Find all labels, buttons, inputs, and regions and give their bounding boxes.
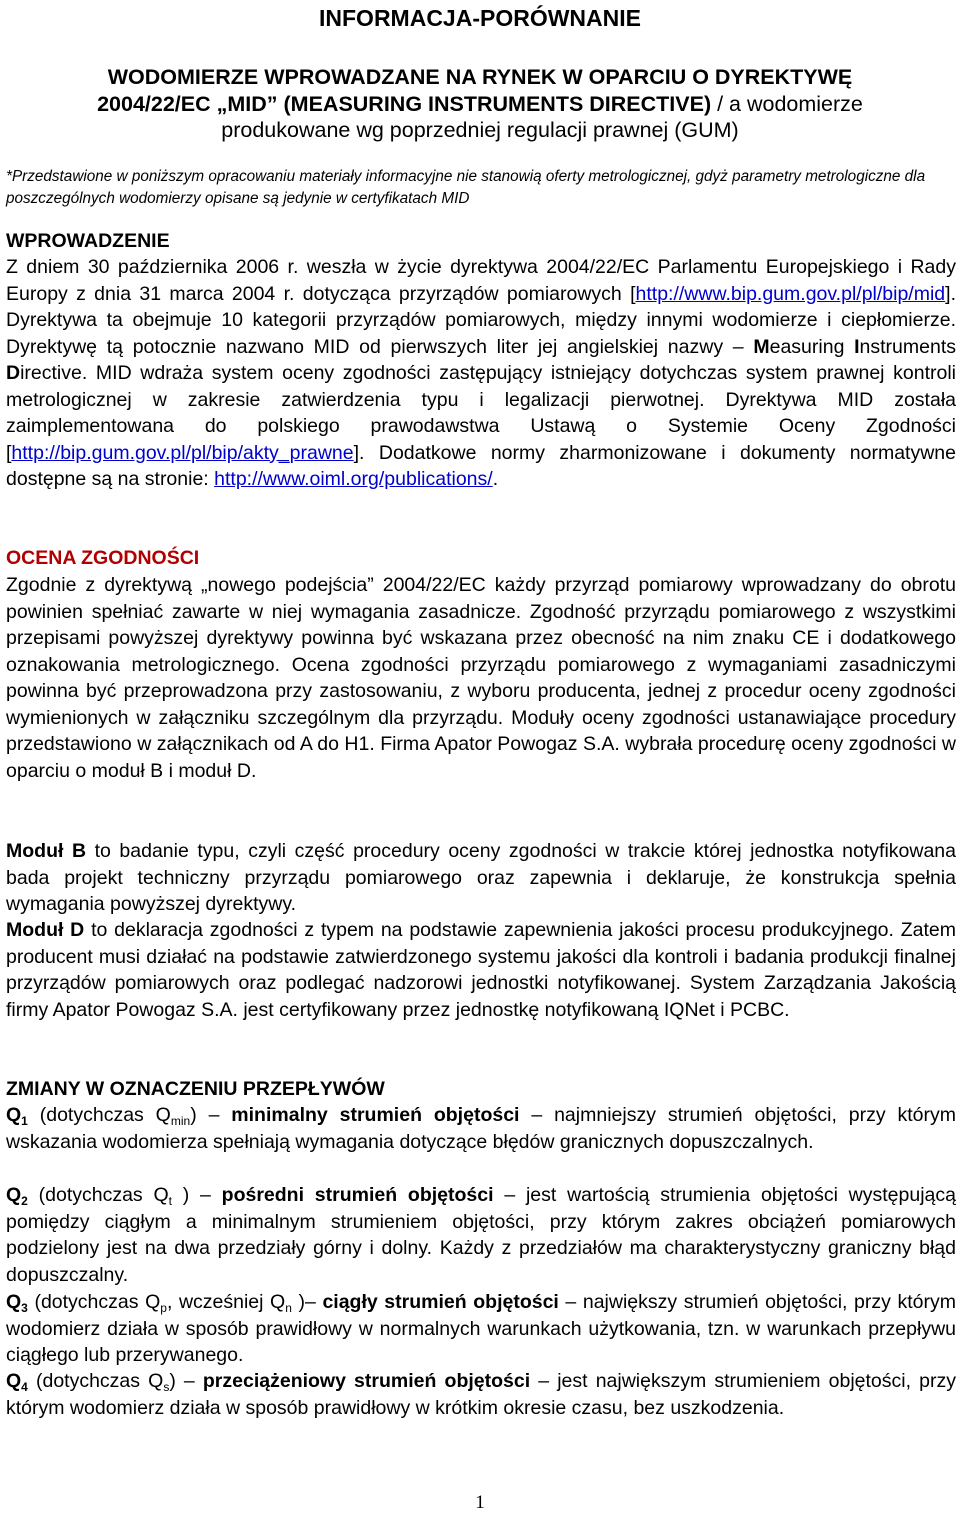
q4-subscript: 4 bbox=[21, 1380, 28, 1394]
link-oiml-publications[interactable]: http://www.oiml.org/publications/ bbox=[214, 468, 493, 490]
document-title: INFORMACJA-PORÓWNANIE bbox=[319, 5, 641, 31]
modul-b-text: to badanie typu, czyli część procedury oceny zgodności w trakcie której jednostka notyfikowana bada projekt techniczny przyrządu pomiarowego oraz zapewnia i deklaruje, że konstrukcja spełnia wymagania powyższej dyrektywy. bbox=[6, 840, 956, 915]
link-bip-akty-prawne[interactable]: http://bip.gum.gov.pl/pl/bip/akty_prawne bbox=[11, 441, 354, 464]
q4-symbol bbox=[6, 1370, 28, 1392]
q1-letter: Q bbox=[6, 1104, 22, 1126]
acronym-d: D bbox=[6, 362, 21, 384]
q2-dash: ) – bbox=[171, 1184, 222, 1206]
q4-description: – jest największym strumieniem objętości, przy którym wodomierz działa w sposób prawidłowy w krótkim okresie czasu, bez uszkodzenia. bbox=[6, 1370, 956, 1419]
subtitle-line3: produkowane wg poprzedniej regulacji prawnej (GUM) bbox=[221, 118, 739, 142]
intro-text-4: ]. Dodatkowe normy zharmonizowane i dokumenty normatywne dostępne są na stronie: bbox=[6, 441, 956, 490]
q1-description: – najmniejszy strumień objętości, przy którym wskazania wodomierza spełniają wymagania dotyczące błędów granicznych dopuszczalnych. bbox=[6, 1104, 956, 1153]
q3-prev-subscript: p bbox=[160, 1301, 167, 1315]
q4-prev-label: (dotychczas Q bbox=[27, 1370, 164, 1392]
q3-letter: Q bbox=[6, 1291, 22, 1313]
intro-text-2: ]. Dyrektywa ta obejmuje 10 kategorii przyrządów pomiarowych, między innymi wodomierze i ciepłomierze. Dyrektywę tą potocznie nazwano MID od pierwszych liter jej angielskiej nazwy – bbox=[6, 282, 956, 358]
intro-text-1: Z dniem 30 października 2006 r. weszła w życie dyrektywa 2004/22/EC Parlamentu Europejskiego i Rady Europy z dnia 31 marca 2004 r. dotycząca przyrządów pomiarowych [ bbox=[6, 256, 956, 305]
q3-prev-label: (dotychczas Q bbox=[27, 1291, 161, 1313]
q3-earlier-label: , wcześniej Q bbox=[166, 1291, 286, 1313]
modul-d-label: Moduł D bbox=[6, 919, 85, 941]
modul-d-text: to deklaracja zgodności z typem na podstawie zapewnienia jakości procesu produkcyjnego. Zatem producent musi działać na podstawie zatwierdzonego systemu jakości dla kontroli i badania produkcji finalnej przyrządów pomiarowych oraz podlegać nadzorowi jednostki notyfikowanej. System Zarządzania Jakością firmy Apator Powogaz S.A. jest certyfikowany przez jednostkę notyfikowaną IQNet i PCBC. bbox=[6, 919, 956, 1021]
intro-paragraph bbox=[6, 254, 956, 493]
q2-symbol bbox=[6, 1184, 28, 1206]
modul-b-label: Moduł B bbox=[6, 840, 87, 862]
page-number: 1 bbox=[475, 1492, 485, 1513]
subtitle-line1: WODOMIERZE WPROWADZANE NA RYNEK W OPARCIU O DYREKTYWĘ bbox=[107, 65, 853, 89]
q3-earlier-subscript: n bbox=[285, 1301, 292, 1315]
acronym-i: I bbox=[854, 335, 860, 358]
q3-definition bbox=[6, 1289, 956, 1369]
modul-d-paragraph bbox=[6, 917, 956, 1023]
q1-definition bbox=[6, 1102, 956, 1155]
q3-term: ciągły strumień objętości bbox=[322, 1291, 559, 1313]
intro-text-3: MID wdraża system oceny zgodności zastępujący istniejący dotychczas system prawnej kontroli metrologicznej w zakresie zatwierdzenia typu i legalizacji pierwotnej. Dyrektywa MID została zaimplementowana do polskiego prawodawstwa Ustawą o Systemie Oceny Zgodności [ bbox=[6, 362, 956, 464]
q1-prev-label: (dotychczas Q bbox=[27, 1104, 171, 1126]
zmiany-heading: ZMIANY W OZNACZENIU PRZEPŁYWÓW bbox=[6, 1078, 385, 1100]
q2-letter: Q bbox=[6, 1184, 22, 1206]
q4-letter: Q bbox=[6, 1370, 22, 1392]
intro-heading: WPROWADZENIE bbox=[6, 230, 170, 252]
q2-prev-subscript: t bbox=[168, 1194, 172, 1208]
q3-dash: )– bbox=[291, 1291, 323, 1313]
q3-subscript: 3 bbox=[21, 1301, 28, 1315]
link-bip-mid[interactable]: http://www.bip.gum.gov.pl/pl/bip/mid bbox=[635, 282, 946, 305]
q1-subscript: 1 bbox=[21, 1114, 28, 1128]
q2-prev-label: (dotychczas Q bbox=[27, 1184, 169, 1206]
q3-symbol bbox=[6, 1291, 28, 1313]
subtitle-line2-rest: / a wodomierze bbox=[711, 91, 863, 116]
acronym-d-rest: irective. bbox=[20, 362, 88, 384]
q4-dash: ) – bbox=[169, 1370, 203, 1392]
subtitle-line2-bold: 2004/22/EC „MID” (MEASURING INSTRUMENTS DIRECTIVE) bbox=[97, 91, 712, 116]
document-subtitle bbox=[0, 64, 960, 144]
q4-prev-subscript: s bbox=[163, 1380, 170, 1394]
ocena-paragraph: Zgodnie z dyrektywą „nowego podejścia” 2004/22/EC każdy przyrząd pomiarowy wprowadzany do obrotu powinien spełniać zawarte w niej wymagania zasadnicze. Zgodność przyrządu pomiarowego z wszystkimi przepisami powyższej dyrektywy powinna być wskazana przez obecność na nim znaku CE i dodatkowego oznakowania metrologicznego. Ocena zgodności przyrządu pomiarowego z wymaganiami zasadniczymi powinna być przeprowadzona przy zastosowaniu, z wyboru producenta, jednej z procedur oceny zgodności wymienionych w załączniku szczególnym dla przyrządu. Moduły oceny zgodności ustanawiające procedury przedstawiono w załącznikach od A do H1. Firma Apator Powogaz S.A. wybrała procedurę oceny zgodności w oparciu o moduł B i moduł D. bbox=[6, 574, 956, 782]
acronym-i-rest: nstruments bbox=[859, 335, 956, 358]
acronym-m-rest: easuring bbox=[769, 335, 855, 358]
q2-subscript: 2 bbox=[21, 1194, 28, 1208]
q4-term: przeciążeniowy strumień objętości bbox=[202, 1370, 531, 1392]
q4-definition bbox=[6, 1368, 956, 1421]
q2-term: pośredni strumień objętości bbox=[221, 1184, 494, 1206]
intro-text-5: . bbox=[492, 468, 499, 490]
q3-description: – największy strumień objętości, przy którym wodomierz działa w sposób prawidłowy w normalnych warunkach użytkowania, tzn. w warunkach przepływu ciągłego lub przerywanego. bbox=[6, 1291, 956, 1366]
q1-symbol bbox=[6, 1104, 28, 1126]
q1-prev-subscript: min bbox=[170, 1114, 191, 1128]
disclaimer-note: *Przedstawione w poniższym opracowaniu materiały informacyjne nie stanowią oferty metrologicznej, gdyż parametry metrologiczne dla poszczególnych wodomierzy opisane są jedynie w certyfikatach MID bbox=[6, 168, 926, 207]
q2-description: – jest wartością strumienia objętości występującą pomiędzy ciągłym a minimalnym strumieniem objętości, przy którym zakres obciążeń pomiarowych podzielony jest na dwa przedziały górny i dolny. Każdy z przedziałów ma charakterystyczny graniczny błąd dopuszczalny. bbox=[6, 1184, 956, 1286]
q2-definition bbox=[6, 1182, 956, 1288]
acronym-m: M bbox=[753, 335, 770, 358]
q1-dash: ) – bbox=[190, 1104, 232, 1126]
modul-b-paragraph bbox=[6, 838, 956, 918]
ocena-heading: OCENA ZGODNOŚCI bbox=[6, 547, 200, 569]
q1-term: minimalny strumień objętości bbox=[231, 1104, 520, 1126]
